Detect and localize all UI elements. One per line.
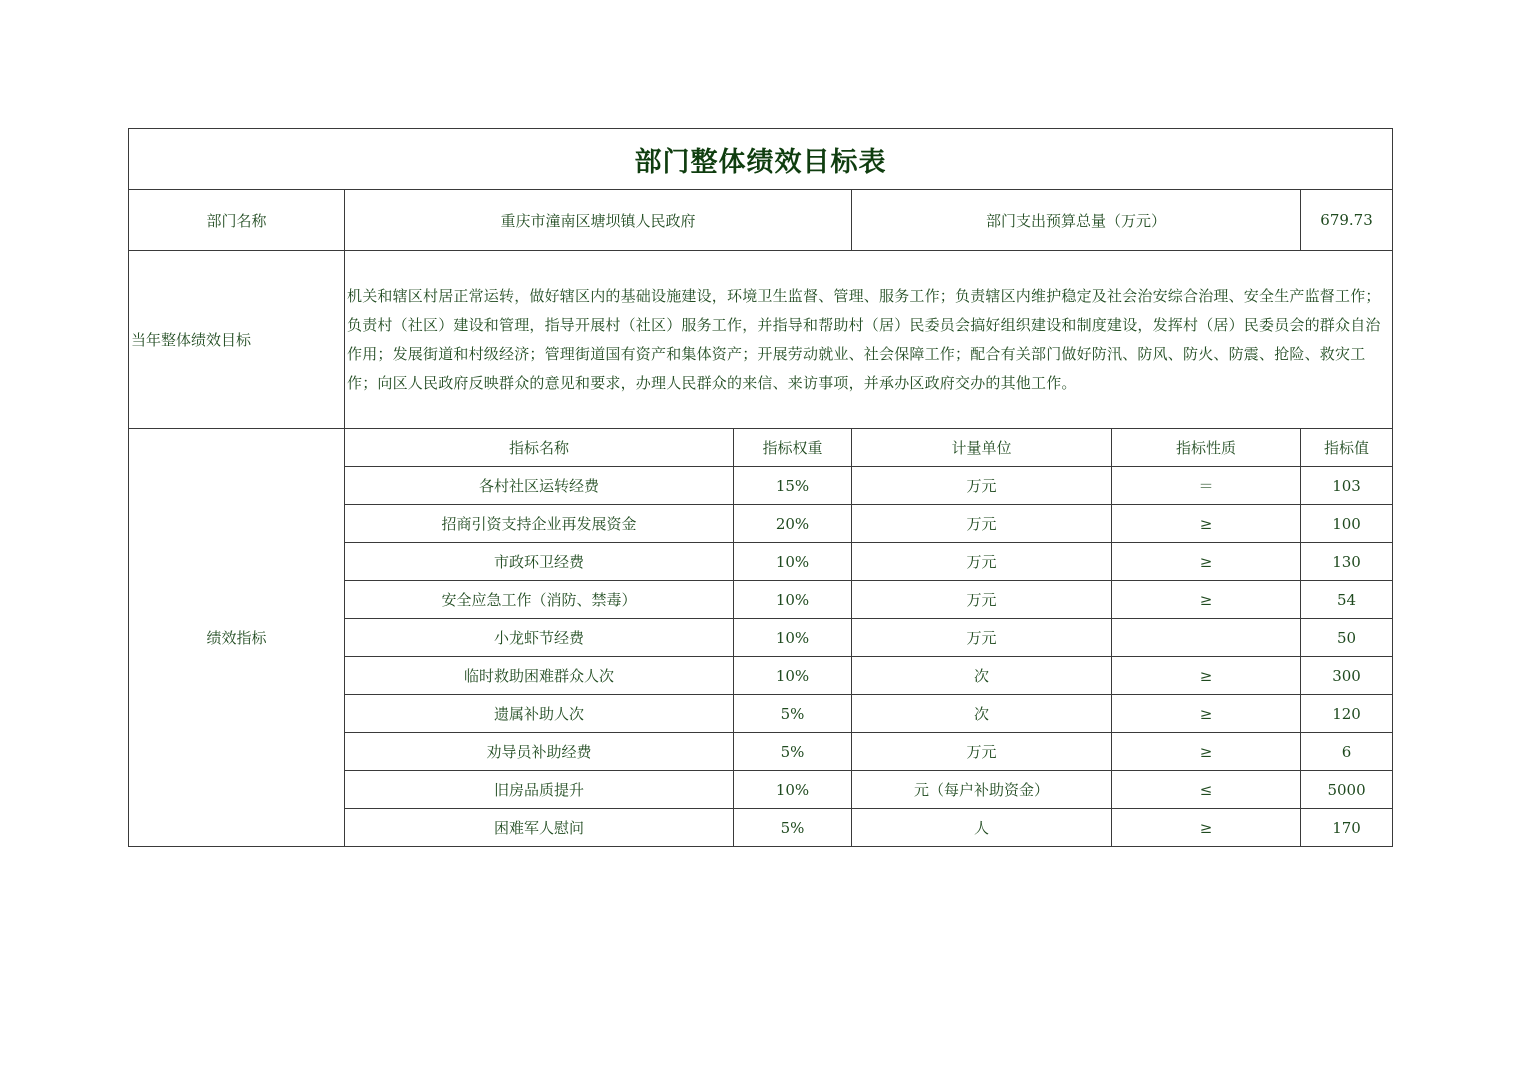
indicator-weight: 10% bbox=[734, 657, 852, 695]
indicator-weight: 20% bbox=[734, 505, 852, 543]
indicator-unit: 次 bbox=[852, 695, 1112, 733]
header-indicator-nature: 指标性质 bbox=[1112, 429, 1301, 467]
header-indicator-unit: 计量单位 bbox=[852, 429, 1112, 467]
indicator-weight: 10% bbox=[734, 619, 852, 657]
indicator-weight: 10% bbox=[734, 581, 852, 619]
indicator-value: 103 bbox=[1301, 467, 1393, 505]
annual-target-label: 当年整体绩效目标 bbox=[129, 251, 345, 429]
header-indicator-value: 指标值 bbox=[1301, 429, 1393, 467]
indicator-section-label: 绩效指标 bbox=[129, 429, 345, 847]
indicator-name: 遗属补助人次 bbox=[345, 695, 734, 733]
indicator-unit: 次 bbox=[852, 657, 1112, 695]
header-indicator-weight: 指标权重 bbox=[734, 429, 852, 467]
indicator-nature: ＝ bbox=[1112, 467, 1301, 505]
indicator-value: 170 bbox=[1301, 809, 1393, 847]
indicator-name: 招商引资支持企业再发展资金 bbox=[345, 505, 734, 543]
indicator-name: 困难军人慰问 bbox=[345, 809, 734, 847]
indicator-weight: 10% bbox=[734, 771, 852, 809]
budget-label: 部门支出预算总量（万元） bbox=[852, 190, 1301, 251]
indicator-unit: 万元 bbox=[852, 505, 1112, 543]
indicator-nature: ≥ bbox=[1112, 809, 1301, 847]
indicator-value: 130 bbox=[1301, 543, 1393, 581]
indicator-unit: 万元 bbox=[852, 467, 1112, 505]
indicator-name: 市政环卫经费 bbox=[345, 543, 734, 581]
indicator-unit: 元（每户补助资金） bbox=[852, 771, 1112, 809]
indicator-name: 各村社区运转经费 bbox=[345, 467, 734, 505]
performance-sheet bbox=[128, 128, 1392, 847]
indicator-nature: ≥ bbox=[1112, 543, 1301, 581]
indicator-weight: 5% bbox=[734, 809, 852, 847]
indicator-header-row bbox=[129, 429, 1393, 467]
performance-table bbox=[128, 128, 1393, 847]
indicator-unit: 万元 bbox=[852, 581, 1112, 619]
indicator-name: 旧房品质提升 bbox=[345, 771, 734, 809]
indicator-name: 临时救助困难群众人次 bbox=[345, 657, 734, 695]
indicator-value: 100 bbox=[1301, 505, 1393, 543]
annual-target-row bbox=[129, 251, 1393, 429]
indicator-name: 安全应急工作（消防、禁毒） bbox=[345, 581, 734, 619]
indicator-weight: 5% bbox=[734, 733, 852, 771]
indicator-nature: ≥ bbox=[1112, 733, 1301, 771]
indicator-nature: ≥ bbox=[1112, 657, 1301, 695]
indicator-value: 300 bbox=[1301, 657, 1393, 695]
indicator-nature: ≥ bbox=[1112, 505, 1301, 543]
dept-name-label: 部门名称 bbox=[129, 190, 345, 251]
indicator-weight: 15% bbox=[734, 467, 852, 505]
indicator-value: 54 bbox=[1301, 581, 1393, 619]
indicator-nature: ≥ bbox=[1112, 581, 1301, 619]
indicator-nature: ≥ bbox=[1112, 695, 1301, 733]
indicator-nature: ≤ bbox=[1112, 771, 1301, 809]
indicator-unit: 万元 bbox=[852, 543, 1112, 581]
indicator-unit: 人 bbox=[852, 809, 1112, 847]
annual-target-text: 机关和辖区村居正常运转，做好辖区内的基础设施建设，环境卫生监督、管理、服务工作；负责辖区内维护稳定及社会治安综合治理、安全生产监督工作；负责村（社区）建设和管理，指导开展村（社区）服务工作，并指导和帮助村（居）民委员会搞好组织建设和制度建设，发挥村（居）民委员会的群众自治作用；发展街道和村级经济；管理街道国有资产和集体资产；开展劳动就业、社会保障工作；配合有关部门做好防汛、防风、防火、防震、抢险、救灾工作；向区人民政府反映群众的意见和要求，办理人民群众的来信、来访事项，并承办区政府交办的其他工作。 bbox=[345, 251, 1393, 429]
indicator-name: 劝导员补助经费 bbox=[345, 733, 734, 771]
indicator-unit: 万元 bbox=[852, 619, 1112, 657]
indicator-weight: 10% bbox=[734, 543, 852, 581]
indicator-nature bbox=[1112, 619, 1301, 657]
budget-value: 679.73 bbox=[1301, 190, 1393, 251]
indicator-name: 小龙虾节经费 bbox=[345, 619, 734, 657]
indicator-weight: 5% bbox=[734, 695, 852, 733]
header-indicator-name: 指标名称 bbox=[345, 429, 734, 467]
indicator-value: 5000 bbox=[1301, 771, 1393, 809]
indicator-value: 50 bbox=[1301, 619, 1393, 657]
dept-row bbox=[129, 190, 1393, 251]
indicator-value: 6 bbox=[1301, 733, 1393, 771]
indicator-unit: 万元 bbox=[852, 733, 1112, 771]
dept-name-value: 重庆市潼南区塘坝镇人民政府 bbox=[345, 190, 852, 251]
title-row bbox=[129, 129, 1393, 190]
table-title: 部门整体绩效目标表 bbox=[129, 129, 1393, 190]
indicator-value: 120 bbox=[1301, 695, 1393, 733]
